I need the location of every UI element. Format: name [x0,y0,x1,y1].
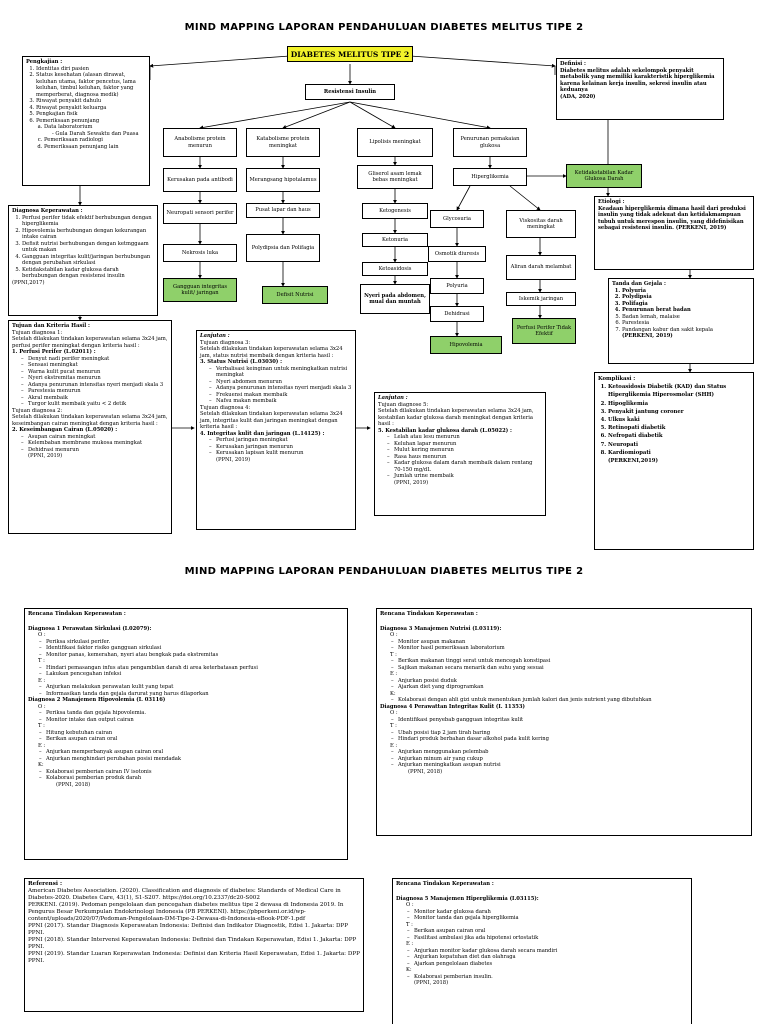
pengkajian-subsub: - Gula Darah Sewaktu dan Puasa [52,130,139,137]
rencana-d4-o: – Identifikasi penyebab gangguan integritas kulit [398,717,748,724]
rencana-d1-e: – Anjurkan melakukan perawatan kulit yang tepat [46,684,344,691]
node-pusat-lapar: Pusat lapar dan haus [246,203,320,218]
node-nekrosis: Nekrosis luka [163,244,237,262]
node-nyeri: Nyeri pada abdomen, mual dan muntah [360,284,430,314]
node-aliran: Aliran darah melambat [506,255,576,280]
lanjutan-d3-item: – Nyeri abdomen menurun [216,379,352,386]
definisi-box [556,58,724,120]
diagnosis-gangguan-integritas: Gangguan integritas kulit/ jaringan [163,278,237,302]
lanjutan-d5: Tujuan diagnose 5: [378,401,429,408]
tanda-item: 5. Badan lemah, malaise [622,314,750,321]
etiologi-box [594,196,754,270]
komplikasi-box [594,372,754,550]
pengkajian-sub: a. Data laboratorium [44,124,146,131]
rencana-d4-e: – Anjurkan meningkatkan asupan nutrisi [398,762,748,769]
lanjutan-d4: Tujuan diagnosa 4: [200,404,251,411]
lanjutan-d4-text: Setelah dilakukan tindakan keperawatan selama 3x24 jam, integritas kulit dan jaringan meningkat dengan kriteria hasil : [200,411,343,430]
pengkajian-item: 5. Pengkajian fisik [36,111,146,118]
tujuan-d1-item: – Parestesia menurun [28,388,168,395]
lanjutan-d5-item: – Rasa haus menurun [394,454,542,461]
tanda-gejala-box [608,278,754,364]
node-viskositas: Viskositas darah meningkat [506,210,576,238]
node-ketogenesis: Ketogenesis [362,203,428,219]
label-t: T : [390,723,397,729]
lanjutan-d4-label: 4. Integritas kulit dan jaringan (L.14125) : [200,430,325,437]
lanjutan-1-box [196,330,356,530]
rencana-d3: Diagnosa 3 Manajemen Nutrisi (I.03119): [380,625,502,632]
rencana-d4-e: – Anjurkan minum air yang cukup [398,756,748,763]
lanjutan-d3-item: – Adanya penurunan intensitas nyeri menjadi skala 3 [216,385,352,392]
label-e: E : [38,677,46,684]
tanda-ref: (PERKENI, 2019) [622,333,673,339]
referensi-box [24,878,364,1012]
node-kerusakan-antibodi: Kerusakan pada antibodi [163,168,237,192]
node-resistensi: Resistensi Insulin [305,84,395,100]
lanjutan-d3-item: – Verbalisasi keinginan untuk meningkatkan nutrisi meningkat [216,366,352,379]
node-penurunan-glukosa: Penurunan pemakaian glukosa [453,128,527,157]
rencana-d3-o: – Monitor hasil pemeriksaan laboratorium [398,645,748,652]
tujuan-d2-label: 2. Keseimbangan Cairan (L.05020) : [12,427,118,433]
label-o: O : [38,632,46,638]
rencana-d5-t: – Berikan asupan cairan oral [414,928,688,935]
label-e: E : [406,941,414,947]
lanjutan-d4-item: – Kerusakan jaringan menurun [216,444,352,451]
tanda-heading: Tanda dan Gejala : [612,281,666,287]
rencana-left-ref: (PPNI, 2018) [56,781,91,788]
diagnosa-item: 3. Defisit nutrisi berhubungan dengan ketmggaam untuk makan [22,241,154,254]
rencana-d2-k: – Kolaborasi pemberian produk darah [46,775,344,782]
lanjutan-d5-item: – Lelah atau lesu menurun [394,434,542,441]
rencana-d3-t: – Sajikan makanan secara menarik dan suhu yang sesuai [398,665,748,672]
referensi-heading: Referensi : [28,881,63,887]
lanjutan-d3-text: Setelah dilakukan tindakan keperawatan selama 3x24 jam, status nutrisi membaik dengan kriteria hasil : [200,346,343,359]
node-gliserol: Gliserol asam lemak bebas meningkat [357,165,433,189]
node-hiperglikemia: Hiperglikemia [453,168,527,186]
lanjutan-d5-label: 5. Kestabilan kadar glukosa darah (L.05022) : [378,427,512,434]
lanjutan-1-ref: (PPNI, 2019) [216,456,251,463]
tujuan-d1-item: – Sensasi meningkat [28,362,168,369]
tujuan-d2-item: – Asupan cairan meningkat [28,434,168,441]
tujuan-d1-item: – Denyut nadi perifer meningkat [28,356,168,363]
rencana-d3-e: – Anjurkan posisi duduk [398,678,748,685]
pengkajian-sub: c. Pemeriksaan radiologi [44,137,146,144]
rencana-d3-k: – Kolaborasi dengan ahli gizi untuk menentukan jumlah kalori dan jenis nutrient yang dibutuhkan [398,697,748,704]
pengkajian-sub: d. Pemeriksaan penunjang lain [44,144,146,151]
lanjutan-d5-item: – Keluhan lapar menurun [394,441,542,448]
diagnosis-hipovolemia: Hipovolemia [430,336,502,354]
node-ketonuria: Ketonuria [362,233,428,247]
komplikasi-item: 7. Neuropati [608,441,750,449]
rencana-d3-t: – Berikan makanan tinggi serat untuk mencegah konstipasi [398,658,748,665]
rencana-d5-o: – Monitor tanda dan gejala hiperglikemia [414,915,688,922]
label-t: T : [406,921,413,928]
lanjutan-d3: Tujuan diagnosa 3: [200,339,251,346]
node-katabolisme: Katabolisme protein meningkat [246,128,320,157]
pengkajian-heading: Pengkajian : [26,59,63,65]
label-o: O : [38,703,46,710]
center-node: DIABETES MELITUS TIPE 2 [287,46,413,62]
node-iskemik: Iskemik jaringan [506,292,576,306]
label-e: E : [38,742,46,749]
diagnosis-perfusi: Perfusi Perifer Tidak Efektif [512,318,576,344]
komplikasi-item: 4. Ulkus kaki [608,416,750,424]
diagnosis-ketidakstabilan: Ketidakstabilan Kadar Glukosa Darah [566,164,642,188]
rencana-d2-e: – Anjurkan menghindari perubahan posisi mendadak [46,756,344,763]
rencana-d5-k: – Kolaborasi pemberian insulin. [414,974,688,981]
tujuan-heading: Tujuan dan Kriteria Hasil : [12,323,90,329]
tujuan-d2: Tujuan diagnosa 2: [12,407,63,414]
referensi-item: PPNI (2019). Standar Luaran Keperawatan Indonesia: Definisi dan Kriteria Hasil Keperawatan, Edisi 1. Jakarta: DPP PPNI. [28,950,360,964]
diagnosa-item: 1. Perfusi perifer tidak efektif berhubungan dengan hiperglikemia [22,215,154,228]
pengkajian-box [22,56,150,186]
node-polydipsia: Polydipsia dan Polifagia [246,234,320,262]
pengkajian-item: 2. Status kesehatan (alasan dirawat, keluhan utama, faktor pencetus, lama keluhan, timbul keluhan, faktor yang memperberat, diagnosa medik) [36,72,146,98]
definisi-ref: (ADA, 2020) [560,93,596,100]
node-anabolisme: Anabolisme protein menurun [163,128,237,157]
tujuan-d1-item: – Nyeri ekstremitas menurun [28,375,168,382]
label-k: K: [38,762,44,768]
lanjutan-2-heading: Lanjutan : [378,395,408,401]
definisi-text: Diabetes melitus adalah sekelompok penyakit metabolik yang memiliki karakteristik hiperglikemia karena kelainan kerja insulin, sekresi insulin atau keduanya [560,67,715,93]
rencana-d1: Diagnosa 1 Perawatan Sirkulasi (I.02079): [28,625,152,632]
tujuan-d1-text: Setelah dilakukan tindakan keperawatan selama 3x24 jam, perfusi perifer meningkat dengan kriteria hasil : [12,336,168,349]
lanjutan-d5-text: Setelah dilakukan tindakan keperawatan selama 3x24 jam, kestabilan kadar glukosa darah meningkat dengan kriteria hasil : [378,408,534,427]
komplikasi-item: 5. Retinopati diabetik [608,424,750,432]
rencana-d2-o: – Monitor intake dan output cairan [46,717,344,724]
node-neuropati: Neuropati sensori perifer [163,203,237,224]
rencana-5-ref: (PPNI, 2018) [414,980,449,986]
rencana-d1-o: – Monitor panas, kemerahan, nyeri atau bengkak pada ekstremitas [46,652,344,659]
diagnosa-item: 4. Gangguan integritas kulit/jaringan berhubungan dengan perubahan sirkulasi [22,254,154,267]
diagnosa-item: 5. Ketidakstabilan kadar glukosa darah berhubungan dengan resistensi insulin [22,267,154,280]
node-dehidrasi: Dehidrasi [430,306,484,322]
tujuan-d1: Tujuan diagnosa 1: [12,329,63,336]
komplikasi-item: 3. Penyakit jantung coroner [608,408,750,416]
rencana-d5-e: – Anjurkan monitor kadar glukosa darah secara mandiri [414,948,688,955]
rencana-d5-t: – Fasilitasi ambulasi jika ada hipotensi ortostatik [414,935,688,942]
rencana-d3-o: – Monitor asupan makanan [398,639,748,646]
rencana-d2-e: – Anjurkan memperbanyak asupan cairan oral [46,749,344,756]
rencana-d4-e: – Anjurkan menggunakan pelembab [398,749,748,756]
rencana-d2-k: – Kolaborasi pemberian cairan IV isotonis [46,769,344,776]
tujuan-d2-text: Setelah dilakukan tindakan keperawatan selama 3x24 jam, keseimbangan cairan meningkat dengan kriteria hasil : [12,414,168,427]
referensi-item: PPNI (2018). Standar Intervensi Keperawatan Indonesia: Definisi dan Tindakan Keperawatan, Edisi 1. Jakarta: DPP PPNI. [28,936,357,950]
rencana-d2-t: – Berikan asupan cairan oral [46,736,344,743]
label-k: K: [406,967,412,973]
etiologi-heading: Etiologi : [598,199,625,205]
lanjutan-d5-item: – Kadar glukosa dalam darah membaik dalam rentang 70-150 mg/dL [394,460,542,473]
node-glycosuria: Glycosuria [430,210,484,228]
node-osmotik: Osmotik diuresis [428,246,486,262]
tujuan-d1-label: 1. Perfusi Perifer (L.02011) : [12,349,96,355]
komplikasi-heading: Komplikasi : [598,376,636,382]
tujuan-d1-item: – Akral membaik [28,395,168,402]
rencana-d2-o: – Periksa tanda dan gejala hipovolemia. [46,710,344,717]
rencana-d2: Diagnosa 2 Manajemen Hipovolemia (I. 03116) [28,697,166,703]
tujuan-ref: (PPNI, 2019) [28,453,63,459]
referensi-item: PERKENI. (2019). Pedoman pengelolaan dan pencegahan diabetes melitus tipe 2 dewasa di Indonesia 2019. In Pengurus Besar Perkumpulan Endokrinologi Indonesia (PB PERKENI). https://pbperkeni.or.id/wp-content/uploads/2020/07/Pedoman-Pengelolaan-DM-Tipe-2-Dewasa-di-Indonesia-eBook-PDF-1.pdf [28,901,344,922]
tanda-item: 2. Polydipsia [622,294,750,301]
rencana-5-heading: Rencana Tindakan Keperawatan : [396,881,494,887]
tujuan-box [8,320,172,534]
pengkajian-item: 4. Riwayat penyakit keluarga [36,105,146,112]
rencana-d4: Diagnosa 4 Perawattan Integritas Kulit (I. 11353) [380,703,525,710]
rencana-right-heading: Rencana Tindakan Keperawatan : [380,611,478,617]
rencana-d3-e: – Ajarkan diet yang diprogramkan [398,684,748,691]
node-polyuria: Polyuria [430,278,484,294]
diagnosa-ref: (PPNI,2017) [12,279,45,286]
komplikasi-ref: (PERKENI,2019) [608,458,658,465]
node-ketoasidosis: Ketoasidosis [362,262,428,276]
label-o: O : [406,902,414,908]
referensi-item: American Diabetes Association. (2020). Classification and diagnosis of diabetes: Standards of Medical Care in Diabetes-2020. Diabetes Care, 43(1), S1-S207. https://doi.org/10.2337/dc20-S002 [28,887,341,901]
lanjutan-2-box [374,392,546,516]
komplikasi-item: 8. Kardiomiopati [608,449,750,457]
tujuan-d2-item: – Dehidrasi menurun [28,447,168,454]
page-title-2: MIND MAPPING LAPORAN PENDAHULUAN DIABETES MELITUS TIPE 2 [184,566,584,577]
lanjutan-1-heading: Lanjutan : [200,333,230,339]
diagnosa-heading: Diagnosa Keperawatan : [12,208,83,214]
rencana-d5-o: – Monitor kadar glukosa darah [414,909,688,916]
label-t: T : [38,723,45,729]
rencana-d4-t: – Hindari produk berbahan dasar alkohol pada kulit kering [398,736,748,743]
rencana-right-box [376,608,752,836]
label-o: O : [390,632,398,638]
lanjutan-d4-item: – Perfusi jaringan meningkat [216,437,352,444]
lanjutan-d4-item: – Kerusakan lapisan kulit menurun [216,450,352,457]
tanda-item: 1. Polyuria [622,288,750,295]
label-t: T : [38,658,45,664]
lanjutan-2-ref: (PPNI, 2019) [394,479,429,486]
komplikasi-item: 6. Nefropati diabetik [608,432,750,440]
label-o: O : [390,710,398,716]
label-k: K: [390,690,396,697]
lanjutan-d5-item: – Jumlah urine membaik [394,473,542,480]
etiologi-text: Keadaan hiperglikemia dimana hasil dari produksi insulin yang tidak adekuat dan ketidakmampuan tubuh untuk merespon insulin, yang didefinisikan sebagai resistensi insulin. (PERKENI, 2019) [598,205,746,231]
rencana-right-ref: (PPNI, 2018) [408,768,443,775]
diagnosa-item: 2. Hipovolemia berhubungan dengan kekurangan intake cairan [22,228,154,241]
definisi-heading: Definisi : [560,61,586,67]
pengkajian-item: 6. Pemeriksaan penunjang [36,118,146,125]
label-t: T : [390,651,397,658]
label-e: E : [390,742,398,749]
node-merangsang: Merangsang hipotalamus [246,168,320,192]
rencana-left-box [24,608,348,860]
diagnosa-box [8,205,158,316]
tanda-item: 3. Polifagia [622,301,750,308]
label-e: E : [390,671,398,677]
lanjutan-d3-label: 3. Status Nutrisi (L.03030) : [200,359,283,365]
lanjutan-d3-item: – Frekuensi makan membaik [216,392,352,399]
rencana-d5: Diagnosa 5 Manajemen Hiperglikemia (I.03115): [396,895,539,902]
pengkajian-item: 1. Identitas diri pasien [36,66,146,73]
tujuan-d1-item: – Adanya penurunan intensitas nyeri menjadi skala 3 [28,382,168,389]
tanda-item: 7. Pandangan kabur dan sakit kepala [622,327,750,334]
pengkajian-item: 3. Riwayat penyakit dahulu [36,98,146,105]
tanda-item: 4. Penurunan berat badan [622,307,750,314]
referensi-item: PPNI (2017). Standar Diagnosis Keperawatan Indonesia: Definisi dan Indikator Diagnostik, Edisi 1. Jakarta: DPP PPNI. [28,922,348,936]
rencana-d2-t: – Hitung kebutuhan cairan [46,730,344,737]
node-lipolisis: Lipolisis meningkat [357,128,433,157]
rencana-d1-t: – Lakukan pencegahan infeksi [46,671,344,678]
rencana-d5-e: – Ajarkan pengelolaan diabetes [414,961,688,968]
lanjutan-d5-item: – Mulut kering menurun [394,447,542,454]
rencana-d1-o: – Identifikasi faktor risiko gangguan sirkulasi [46,645,344,652]
tujuan-d1-item: – Turgor kulit membaik yaitu < 2 detik [28,401,168,408]
tujuan-d2-item: – Kelembaban membrane mukosa meningkat [28,440,168,447]
page-title-1: MIND MAPPING LAPORAN PENDAHULUAN DIABETES MELITUS TIPE 2 [184,22,584,33]
rencana-d1-t: – Hindari pemasangan infus atau pengambilan darah di area keterbatasan perfusi [46,665,344,672]
rencana-d5-e: – Anjurkan kepatuhan diet dan olahraga [414,954,688,961]
lanjutan-d3-item: – Nafsu makan membaik [216,398,352,405]
rencana-left-heading: Rencana Tindakan Keperawatan : [28,611,126,617]
rencana-5-box [392,878,692,1024]
rencana-d1-e: – Informasikan tanda dan gejala darurat yang harus dilaporkan [46,691,344,698]
rencana-d4-t: – Ubah posisi tiap 2 jam tirah baring [398,730,748,737]
tujuan-d1-item: – Warna kulit pucat menurun [28,369,168,376]
tanda-item: 6. Parestesia [622,320,750,327]
komplikasi-item: 1. Ketoasidosis Diabetik (KAD) dan Status Hiperglikemia Hiperosmolar (SHH) [608,383,750,399]
rencana-d1-o: – Periksa sirkulasi perifer. [46,639,344,646]
komplikasi-item: 2. Hipoglikemia [608,400,750,408]
diagnosis-defisit-nutrisi: Defisit Nutrisi [262,286,328,304]
